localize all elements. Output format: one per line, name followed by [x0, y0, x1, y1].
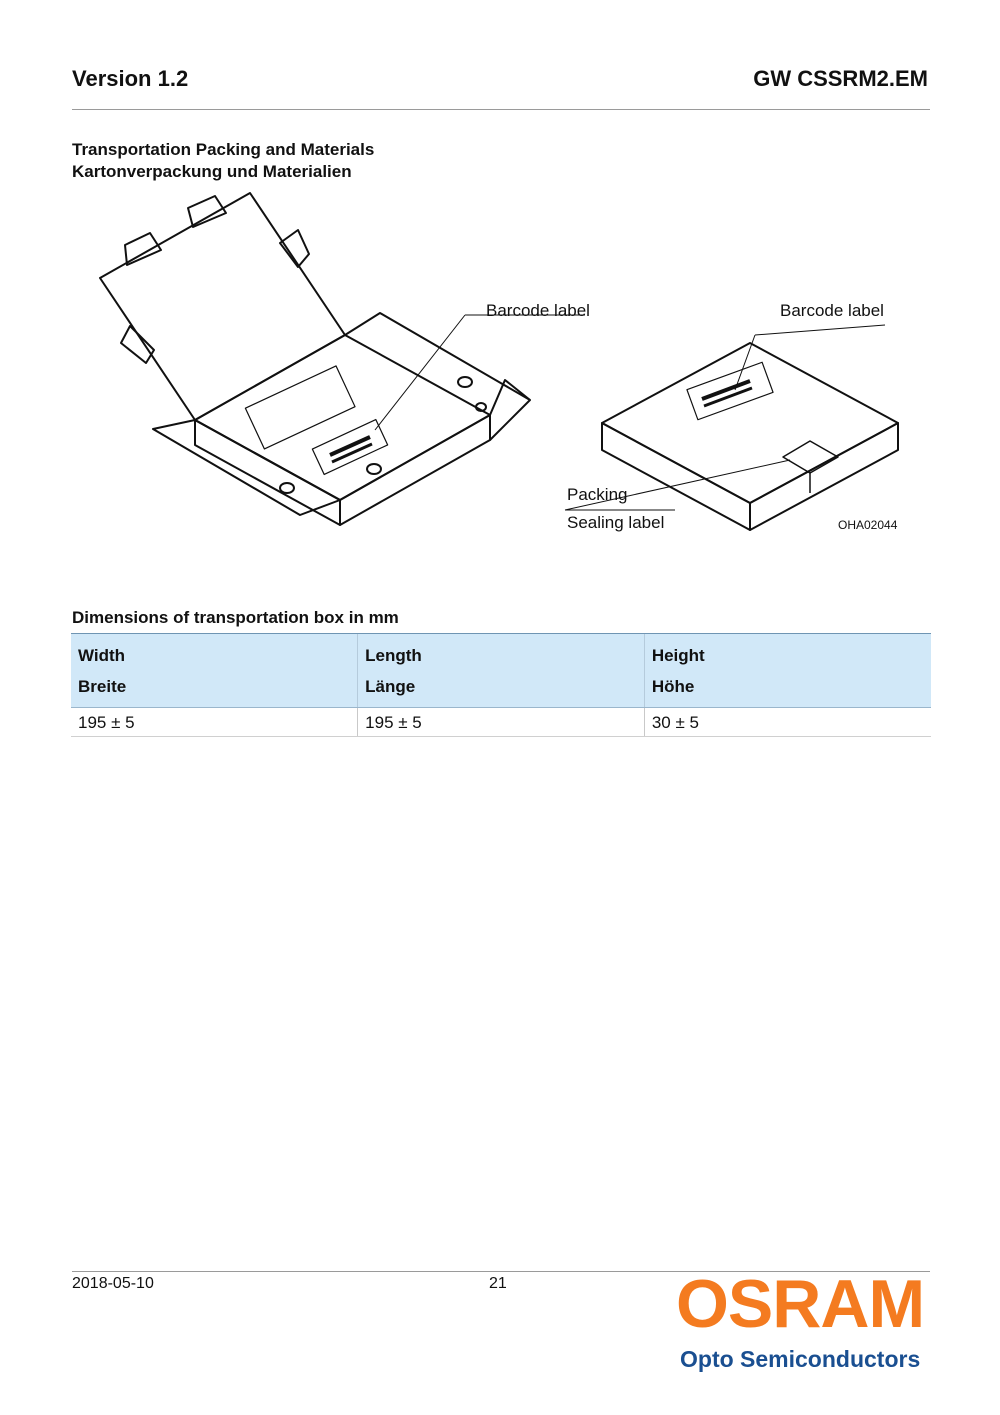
packing-section-title [72, 139, 374, 183]
product-name: GW CSSRM2.EM [753, 66, 928, 91]
packing-drawing [90, 185, 920, 555]
header-en: Height [651, 646, 705, 665]
header-de: Breite [78, 677, 127, 696]
footer-date: 2018-05-10 [72, 1275, 154, 1292]
height-header [644, 634, 931, 708]
width-header [71, 634, 358, 708]
dimensions-title: Dimensions of transportation box in mm [72, 608, 399, 627]
packing-illustration [90, 185, 920, 555]
packing-title-en: Transportation Packing and Materials [72, 140, 375, 159]
barcode-label-callout-right: Barcode label [780, 301, 884, 320]
header-en: Length [365, 646, 422, 665]
open-box-base [153, 313, 585, 525]
barcode-label-callout-left: Barcode label [486, 301, 590, 320]
header-en: Width [78, 646, 126, 665]
osram-logo: OSRAM [676, 1266, 925, 1342]
length-header [358, 634, 645, 708]
width-value: 195 ± 5 [71, 708, 358, 737]
header-de: Höhe [651, 677, 695, 696]
open-box-lid [100, 193, 345, 420]
sealing-label-callout: Sealing label [567, 513, 665, 532]
logo-subtitle: Opto Semiconductors [680, 1346, 921, 1372]
length-value: 195 ± 5 [358, 708, 645, 737]
page-number: 21 [489, 1275, 507, 1292]
packing-title-de: Kartonverpackung und Materialien [72, 162, 352, 181]
header-divider [72, 109, 930, 110]
header-de: Länge [365, 677, 416, 696]
table-row [71, 708, 931, 737]
figure-code: OHA02044 [838, 518, 898, 532]
dimensions-header-row [71, 634, 931, 708]
document-version: Version 1.2 [72, 66, 189, 91]
dimensions-table [71, 633, 931, 737]
height-value: 30 ± 5 [644, 708, 931, 737]
packing-callout: Packing [567, 485, 628, 504]
